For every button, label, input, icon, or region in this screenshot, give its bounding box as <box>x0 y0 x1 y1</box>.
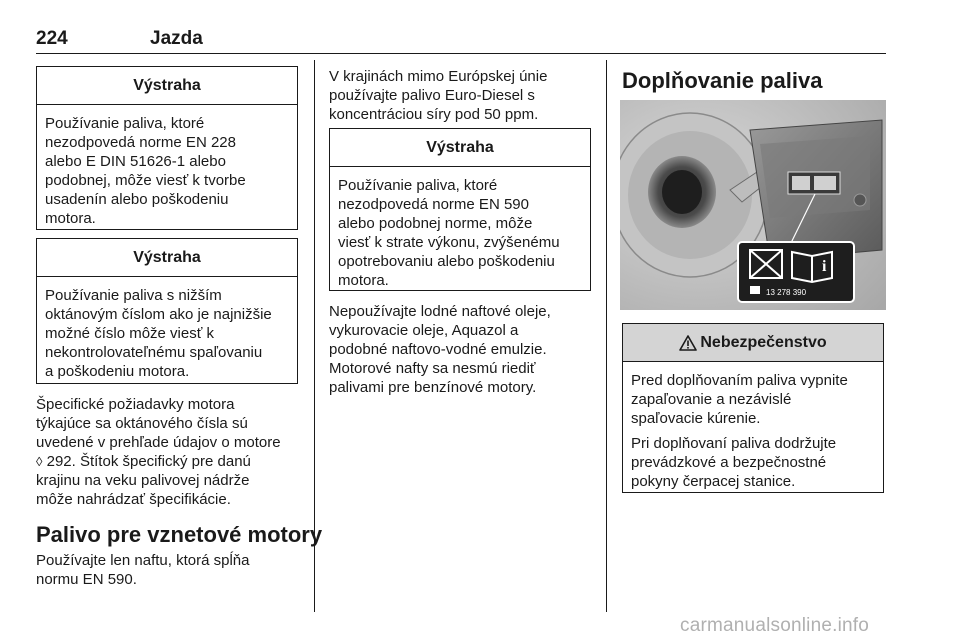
page-reference-icon[interactable]: ◊ <box>36 454 43 469</box>
fuel-filler-photo <box>620 100 886 310</box>
warning-title: Výstraha <box>330 129 590 167</box>
svg-text:i: i <box>822 258 827 275</box>
text-line: možné číslo môže viesť k <box>45 325 215 342</box>
text-line: prevádzkové a bezpečnostné <box>631 454 827 471</box>
text-line: Používanie paliva s nižším <box>45 287 222 304</box>
text-line: uvedené v prehľade údajov o motore <box>36 434 281 451</box>
text-line: krajinu na veku palivovej nádrže <box>36 472 250 489</box>
text-line: viesť k strate výkonu, zvýšenému <box>338 234 560 251</box>
danger-title <box>623 324 883 362</box>
text-line: Motorové nafty sa nesmú riediť <box>329 360 536 377</box>
text-line: pokyny čerpacej stanice. <box>631 473 796 490</box>
danger-title-text: Nebezpečenstvo <box>700 333 827 351</box>
text-line: Používajte len naftu, ktorá spĺňa <box>36 552 250 569</box>
text-line: podobné naftovo-vodné emulzie. <box>329 341 547 358</box>
text-line: Špecifické požiadavky motora <box>36 396 235 413</box>
text-line: opotrebovaniu alebo poškodeniu <box>338 253 555 270</box>
section-title: Jazda <box>150 28 203 49</box>
fuel-paragraph <box>329 302 599 397</box>
danger-box <box>622 323 884 493</box>
warning-triangle-icon <box>679 335 697 351</box>
text-line: koncentráciou síry pod 50 ppm. <box>329 106 539 123</box>
page-number: 224 <box>36 28 68 49</box>
text-line: Používanie paliva, ktoré <box>338 177 498 194</box>
warning-text <box>330 167 590 290</box>
page-reference-text: 292. Štítok špecifický pre danú <box>46 453 251 470</box>
text-line: alebo podobnej norme, môže <box>338 215 533 232</box>
diesel-paragraph <box>36 551 306 589</box>
text-line: usadenín alebo poškodeniu <box>45 191 229 208</box>
refuelling-heading: Doplňovanie paliva <box>622 68 823 93</box>
text-line: nezodpovedá norme EN 590 <box>338 196 529 213</box>
text-line: motora. <box>338 272 389 289</box>
column-divider <box>606 60 607 612</box>
fuel-filler-illustration <box>620 100 886 310</box>
text-line: Pri doplňovaní paliva dodržujte <box>631 435 837 452</box>
text-line: alebo E DIN 51626-1 alebo <box>45 153 226 170</box>
page-header <box>36 28 886 54</box>
warning-box <box>329 128 591 291</box>
danger-text <box>623 362 883 491</box>
specs-paragraph <box>36 395 306 509</box>
warning-title: Výstraha <box>37 67 297 105</box>
warning-title: Výstraha <box>37 239 297 277</box>
text-line <box>36 452 306 471</box>
danger-paragraph <box>631 371 875 428</box>
text-line: spaľovacie kúrenie. <box>631 410 761 427</box>
text-line: motora. <box>45 210 96 227</box>
warning-text <box>37 277 297 381</box>
diesel-heading: Palivo pre vznetové motory <box>36 522 323 547</box>
watermark: carmanualsonline.info <box>680 615 870 636</box>
warning-text <box>37 105 297 228</box>
text-line: normu EN 590. <box>36 571 137 588</box>
photo-code: 13 278 390 <box>766 288 807 297</box>
text-line: môže nahrádzať špecifikácie. <box>36 491 231 508</box>
text-line: Používanie paliva, ktoré <box>45 115 205 132</box>
warning-box <box>36 66 298 230</box>
text-line: oktánovým číslom ako je najnižšie <box>45 306 272 323</box>
text-line: používajte palivo Euro-Diesel s <box>329 87 535 104</box>
text-line: Nepoužívajte lodné naftové oleje, <box>329 303 551 320</box>
warning-box <box>36 238 298 384</box>
danger-paragraph <box>631 434 875 491</box>
text-line: zapaľovanie a nezávislé <box>631 391 792 408</box>
text-line: nekontrolovateľnému spaľovaniu <box>45 344 263 361</box>
text-line: a poškodeniu motora. <box>45 363 190 380</box>
text-line: V krajinách mimo Európskej únie <box>329 68 548 85</box>
text-line: podobnej, môže viesť k tvorbe <box>45 172 246 189</box>
text-line: vykurovacie oleje, Aquazol a <box>329 322 519 339</box>
text-line: týkajúce sa oktánového čísla sú <box>36 415 248 432</box>
intro-paragraph <box>329 67 599 124</box>
text-line: Pred doplňovaním paliva vypnite <box>631 372 848 389</box>
text-line: nezodpovedá norme EN 228 <box>45 134 236 151</box>
text-line: palivami pre benzínové motory. <box>329 379 537 396</box>
